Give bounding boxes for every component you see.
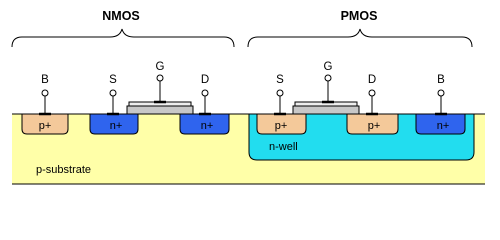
pmos-bulk-contact: [435, 90, 447, 114]
nmos-source-label: S: [109, 74, 117, 86]
nmos-gate-oxide: [127, 106, 193, 114]
pmos-drain-region-label: p+: [367, 120, 381, 132]
nmos-gate-contact: [154, 75, 166, 102]
nmos-brace: [12, 29, 234, 47]
pmos-source-label: S: [276, 74, 284, 86]
pmos-gate-oxide: [293, 106, 359, 114]
nmos-drain-label: D: [200, 74, 210, 86]
nmos-title: NMOS: [102, 9, 140, 23]
nmos-bulk-label: B: [41, 74, 49, 86]
nmos-source-region-label: n+: [109, 120, 123, 132]
pmos-source-region-label: p+: [274, 120, 288, 132]
pmos-bulk-region-label: n+: [436, 120, 450, 132]
p-substrate-label: p-substrate: [36, 164, 92, 176]
nmos-drain-region-label: n+: [200, 120, 214, 132]
pmos-title: PMOS: [340, 9, 378, 23]
n-well-label: n-well: [269, 141, 298, 153]
nmos-gate-label: G: [155, 61, 165, 73]
pmos-source-contact: [274, 90, 286, 114]
pmos-drain-label: D: [367, 74, 377, 86]
pmos-gate-label: G: [323, 61, 333, 73]
pmos-brace: [248, 29, 472, 47]
pmos-drain-contact: [366, 90, 378, 114]
pmos-gate-contact: [322, 75, 334, 102]
nmos-bulk-contact: [39, 90, 51, 114]
nmos-drain-contact: [199, 90, 211, 114]
nmos-bulk-region-label: p+: [38, 120, 52, 132]
nmos-source-contact: [107, 90, 119, 114]
pmos-bulk-label: B: [437, 74, 445, 86]
